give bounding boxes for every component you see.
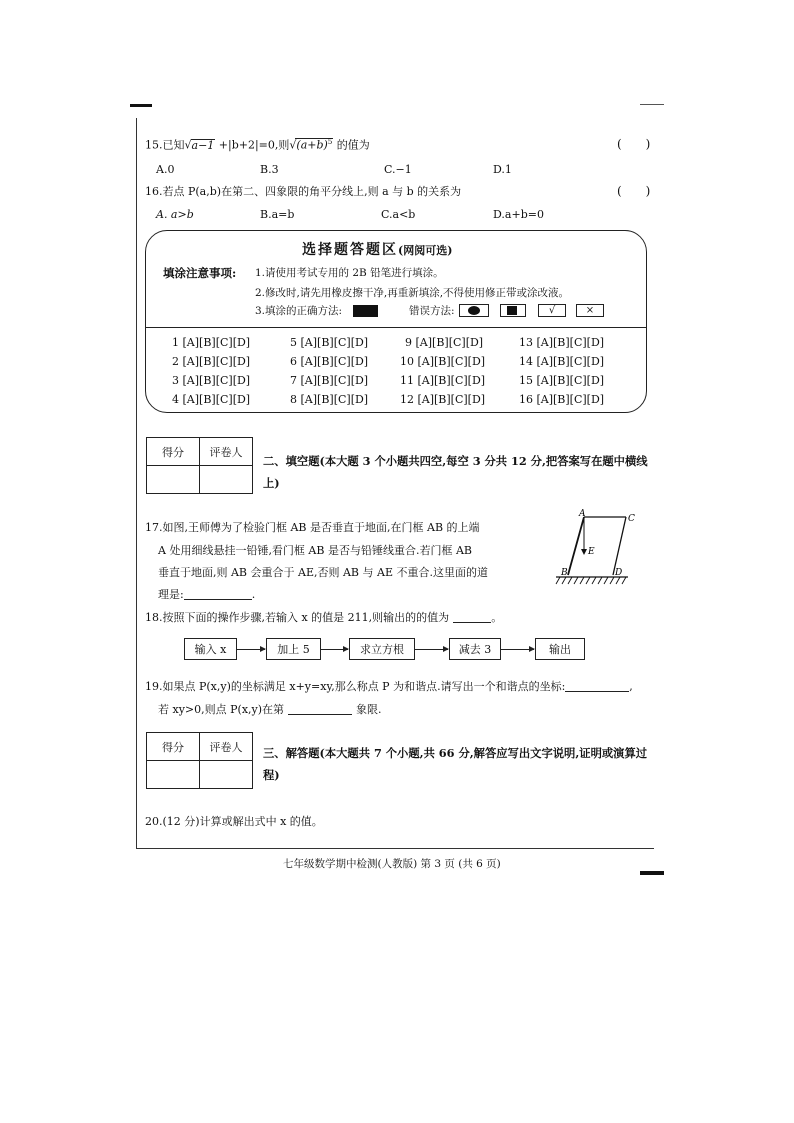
bubble-row-1-col-1[interactable]: 1 [A][B][C][D] xyxy=(172,336,251,349)
question-19-line-2: 若 xy>0,则点 P(x,y)在第 象限. xyxy=(158,703,382,716)
bubble-row-1-col-3[interactable]: 9 [A][B][C][D] xyxy=(405,336,484,349)
q18-answer-blank[interactable] xyxy=(453,612,491,623)
grader-header: 评卷人 xyxy=(200,733,253,761)
flow-step-add-5: 加上 5 xyxy=(266,638,321,660)
bubble-row-4-col-1[interactable]: 4 [A][B][C][D] xyxy=(172,393,251,406)
wrong-sample-check: √ xyxy=(538,304,566,317)
flow-step-cube-root: 求立方根 xyxy=(349,638,415,660)
score-cell[interactable] xyxy=(147,466,200,494)
q16-option-c: C.a<b xyxy=(381,208,416,221)
grader-cell[interactable] xyxy=(200,761,253,789)
wrong-method-label: 错误方法: xyxy=(409,305,455,317)
bubble-row-3-col-2[interactable]: 7 [A][B][C][D] xyxy=(290,374,369,387)
score-header: 得分 xyxy=(147,733,200,761)
question-20: 20.(12 分)计算或解出式中 x 的值。 xyxy=(145,815,323,828)
flow-arrow-4 xyxy=(501,649,534,650)
wrong-sample-cross: × xyxy=(576,304,604,317)
section-3-heading-cont: 程) xyxy=(263,768,280,782)
grader-cell[interactable] xyxy=(200,466,253,494)
section-2-heading-cont: 上) xyxy=(263,476,280,490)
label-c: C xyxy=(628,514,635,524)
q19-answer-blank-2[interactable] xyxy=(288,704,352,715)
wrong-sample-circle xyxy=(459,304,489,317)
notice-line-1: 1.请使用考试专用的 2B 铅笔进行填涂。 xyxy=(255,267,444,279)
notice-label: 填涂注意事项: xyxy=(163,266,237,280)
bubble-row-2-col-2[interactable]: 6 [A][B][C][D] xyxy=(290,355,369,368)
flow-step-input: 输入 x xyxy=(184,638,237,660)
section-2-heading: 二、填空题(本大题 3 个小题共四空,每空 3 分共 12 分,把答案写在题中横线 xyxy=(263,454,648,468)
score-table-section-3 xyxy=(146,732,253,789)
q15-option-b: B.3 xyxy=(260,163,279,176)
question-18: 18.按照下面的操作步骤,若输入 x 的值是 211,则输出的的值为 。 xyxy=(145,611,503,624)
bubble-row-1-col-4[interactable]: 13 [A][B][C][D] xyxy=(519,336,605,349)
page-border-bottom xyxy=(136,848,654,849)
question-15-answer-paren[interactable]: ( ) xyxy=(617,137,651,151)
bottom-right-mark xyxy=(640,871,664,875)
score-table-section-2 xyxy=(146,437,253,494)
question-16-answer-paren[interactable]: ( ) xyxy=(617,184,651,198)
bubble-row-4-col-3[interactable]: 12 [A][B][C][D] xyxy=(400,393,486,406)
bubble-row-2-col-1[interactable]: 2 [A][B][C][D] xyxy=(172,355,251,368)
q19-answer-blank-1[interactable] xyxy=(565,681,629,692)
q15-option-c: C.−1 xyxy=(384,163,412,176)
question-17-line-1: 17.如图,王师傅为了检验门框 AB 是否垂直于地面,在门框 AB 的上端 xyxy=(145,521,480,534)
q15-option-a: A.0 xyxy=(156,163,175,176)
bubble-row-4-col-2[interactable]: 8 [A][B][C][D] xyxy=(290,393,369,406)
top-left-mark xyxy=(130,104,152,107)
label-e: E xyxy=(588,547,595,557)
bubble-row-3-col-3[interactable]: 11 [A][B][C][D] xyxy=(400,374,486,387)
bubble-row-2-col-4[interactable]: 14 [A][B][C][D] xyxy=(519,355,605,368)
bubble-row-3-col-1[interactable]: 3 [A][B][C][D] xyxy=(172,374,251,387)
score-cell[interactable] xyxy=(147,761,200,789)
section-3-heading: 三、解答题(本大题共 7 个小题,共 66 分,解答应写出文字说明,证明或演算过 xyxy=(263,746,648,760)
q16-option-a: A. a>b xyxy=(156,208,194,221)
bubble-row-1-col-2[interactable]: 5 [A][B][C][D] xyxy=(290,336,369,349)
question-15: 15.已知√a−1 +|b+2|=0,则$√(a+b)^5$ 的值为 xyxy=(145,138,370,152)
question-17-line-3: 垂直于地面,则 AB 会重合于 AE,否则 AB 与 AE 不重合.这里面的道 xyxy=(158,566,488,579)
page-footer: 七年级数学期中检测(人教版) 第 3 页 (共 6 页) xyxy=(283,858,501,870)
flow-arrow-1 xyxy=(237,649,265,650)
label-b: B xyxy=(561,568,568,578)
answer-area-title: 选择题答题区(网阅可选) xyxy=(302,242,453,258)
bubble-row-3-col-4[interactable]: 15 [A][B][C][D] xyxy=(519,374,605,387)
correct-fill-sample xyxy=(353,305,378,317)
page-border-left xyxy=(136,118,137,848)
label-d: D xyxy=(615,568,623,578)
answer-area-divider xyxy=(146,327,646,328)
bubble-row-2-col-3[interactable]: 10 [A][B][C][D] xyxy=(400,355,486,368)
q15-option-d: D.1 xyxy=(493,163,512,176)
flow-step-subtract-3: 减去 3 xyxy=(449,638,501,660)
q16-option-b: B.a=b xyxy=(260,208,295,221)
question-17-line-4: 理是: . xyxy=(158,588,256,601)
q16-option-d: D.a+b=0 xyxy=(493,208,544,221)
wrong-sample-partial xyxy=(500,304,526,317)
question-17-line-2: A 处用细线悬挂一铅锤,看门框 AB 是否与铅锤线重合.若门框 AB xyxy=(158,544,472,557)
q17-answer-blank[interactable] xyxy=(184,589,252,600)
flow-arrow-3 xyxy=(415,649,448,650)
top-right-line xyxy=(640,104,664,105)
door-frame-figure xyxy=(548,505,638,591)
grader-header: 评卷人 xyxy=(200,438,253,466)
score-header: 得分 xyxy=(147,438,200,466)
label-a: A xyxy=(579,509,586,519)
notice-line-2: 2.修改时,请先用橡皮擦干净,再重新填涂,不得使用修正带或涂改液。 xyxy=(255,287,570,299)
question-19-line-1: 19.如果点 P(x,y)的坐标满足 x+y=xy,那么称点 P 为和谐点.请写出一个和谐点的坐标: , xyxy=(145,680,633,693)
flow-arrow-2 xyxy=(321,649,348,650)
question-16: 16.若点 P(a,b)在第二、四象限的角平分线上,则 a 与 b 的关系为 xyxy=(145,185,462,198)
bubble-row-4-col-4[interactable]: 16 [A][B][C][D] xyxy=(519,393,605,406)
flow-step-output: 输出 xyxy=(535,638,585,660)
notice-line-3: 3.填涂的正确方法: xyxy=(255,305,343,317)
